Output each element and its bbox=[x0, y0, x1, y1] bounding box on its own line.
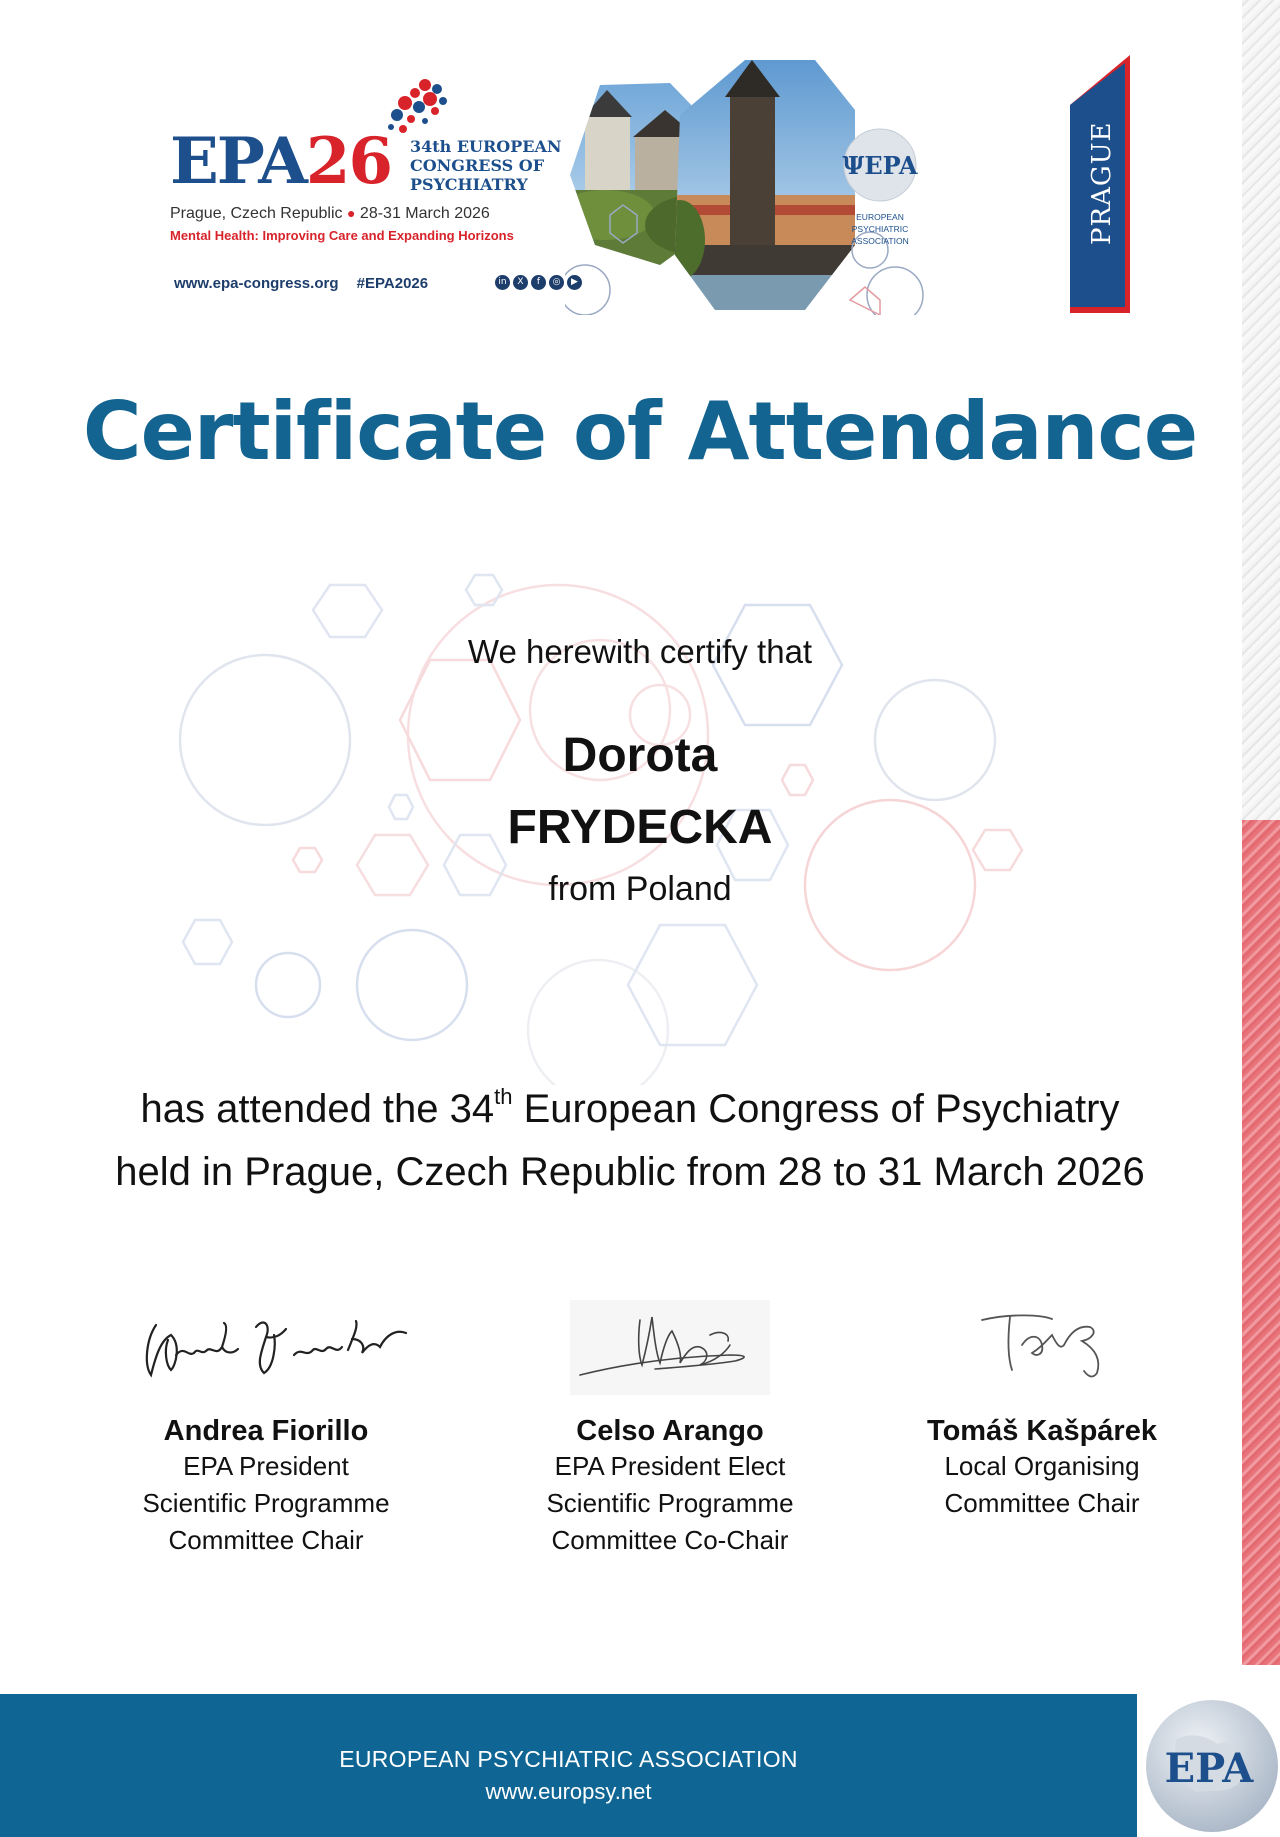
attendance-statement bbox=[0, 1078, 1260, 1204]
statement-line-2: held in Prague, Czech Republic from 28 to 31 March 2026 bbox=[115, 1150, 1145, 1194]
logo-prefix: EPA bbox=[170, 124, 306, 199]
handwritten-signature bbox=[560, 1295, 780, 1405]
svg-text:ASSOCIATION: ASSOCIATION bbox=[851, 236, 909, 246]
statement-line-1 bbox=[0, 1078, 1260, 1141]
handwritten-signature bbox=[116, 1295, 416, 1405]
certificate-title: Certificate of Attendance bbox=[82, 385, 1198, 478]
signatory-role: Local Organising bbox=[944, 1451, 1140, 1481]
footer-organization: EUROPEAN PSYCHIATRIC ASSOCIATION bbox=[339, 1746, 798, 1772]
web-info bbox=[174, 275, 428, 292]
attendee-last-name: FRYDECKA bbox=[507, 801, 773, 854]
congress-line: CONGRESS OF bbox=[410, 156, 545, 175]
footer-logo-text: EPA bbox=[1164, 1745, 1254, 1792]
svg-text:ΨEPA: ΨEPA bbox=[842, 151, 918, 180]
epa-globe-icon bbox=[1137, 1694, 1280, 1837]
congress-hashtag: #EPA2026 bbox=[356, 275, 429, 292]
epa-badge-icon bbox=[842, 129, 918, 246]
svg-text:PSYCHIATRIC: PSYCHIATRIC bbox=[851, 224, 909, 234]
x-icon: X bbox=[513, 275, 528, 290]
signatory-block bbox=[500, 1295, 840, 1559]
certify-text: We herewith certify that bbox=[467, 633, 813, 670]
signatory-block bbox=[96, 1295, 436, 1559]
signatory-role: Scientific Programme bbox=[142, 1488, 390, 1518]
decorative-side-strip-red bbox=[1242, 820, 1280, 1665]
signatory-block bbox=[872, 1295, 1212, 1522]
svg-text:EUROPEAN: EUROPEAN bbox=[856, 212, 904, 222]
statement-line-1-pre: has attended the 34 bbox=[140, 1087, 495, 1131]
logo-number: 26 bbox=[305, 124, 391, 199]
handwritten-signature bbox=[952, 1295, 1132, 1405]
signatory-role: EPA President bbox=[183, 1451, 349, 1481]
signatory-name: Celso Arango bbox=[576, 1415, 764, 1447]
facebook-icon: f bbox=[531, 275, 546, 290]
signatory-role: Scientific Programme bbox=[546, 1488, 794, 1518]
signatory-name: Tomáš Kašpárek bbox=[927, 1415, 1157, 1447]
venue: Prague, Czech Republic bbox=[170, 205, 343, 222]
statement-line-1-post: European Congress of Psychiatry bbox=[512, 1087, 1120, 1131]
footer-bar bbox=[0, 1694, 1137, 1837]
congress-line: 34th EUROPEAN bbox=[410, 137, 562, 156]
linkedin-icon: in bbox=[495, 275, 510, 290]
youtube-icon: ▶ bbox=[567, 275, 582, 290]
congress-name bbox=[410, 137, 580, 194]
signatory-name: Andrea Fiorillo bbox=[163, 1415, 369, 1447]
congress-logo bbox=[170, 70, 578, 310]
congress-dates: 28-31 March 2026 bbox=[359, 205, 490, 222]
epa-footer-logo bbox=[1137, 1694, 1280, 1837]
prague-banner bbox=[1070, 55, 1130, 313]
congress-line: PSYCHIATRY bbox=[410, 175, 528, 194]
instagram-icon: ◎ bbox=[549, 275, 564, 290]
epa26-wordmark bbox=[170, 124, 391, 199]
congress-website: www.epa-congress.org bbox=[174, 275, 339, 292]
attendee-first-name: Dorota bbox=[562, 729, 718, 782]
attendee-origin: from Poland bbox=[548, 870, 732, 908]
signatory-role: EPA President Elect bbox=[554, 1451, 786, 1481]
footer-website: www.europsy.net bbox=[485, 1779, 652, 1804]
signatory-role: Committee Chair bbox=[168, 1525, 364, 1555]
bullet-icon: ● bbox=[347, 205, 356, 221]
signatory-role: Committee Chair bbox=[944, 1488, 1140, 1518]
congress-theme: Mental Health: Improving Care and Expanding Horizons bbox=[170, 228, 514, 243]
venue-dates bbox=[170, 205, 490, 223]
signatory-role: Committee Co-Chair bbox=[551, 1525, 789, 1555]
bridge-tower-photo bbox=[655, 55, 865, 315]
ordinal-suffix: th bbox=[494, 1084, 513, 1109]
header-photo-collage bbox=[565, 55, 1135, 315]
svg-text:PRAGUE: PRAGUE bbox=[1087, 121, 1117, 245]
